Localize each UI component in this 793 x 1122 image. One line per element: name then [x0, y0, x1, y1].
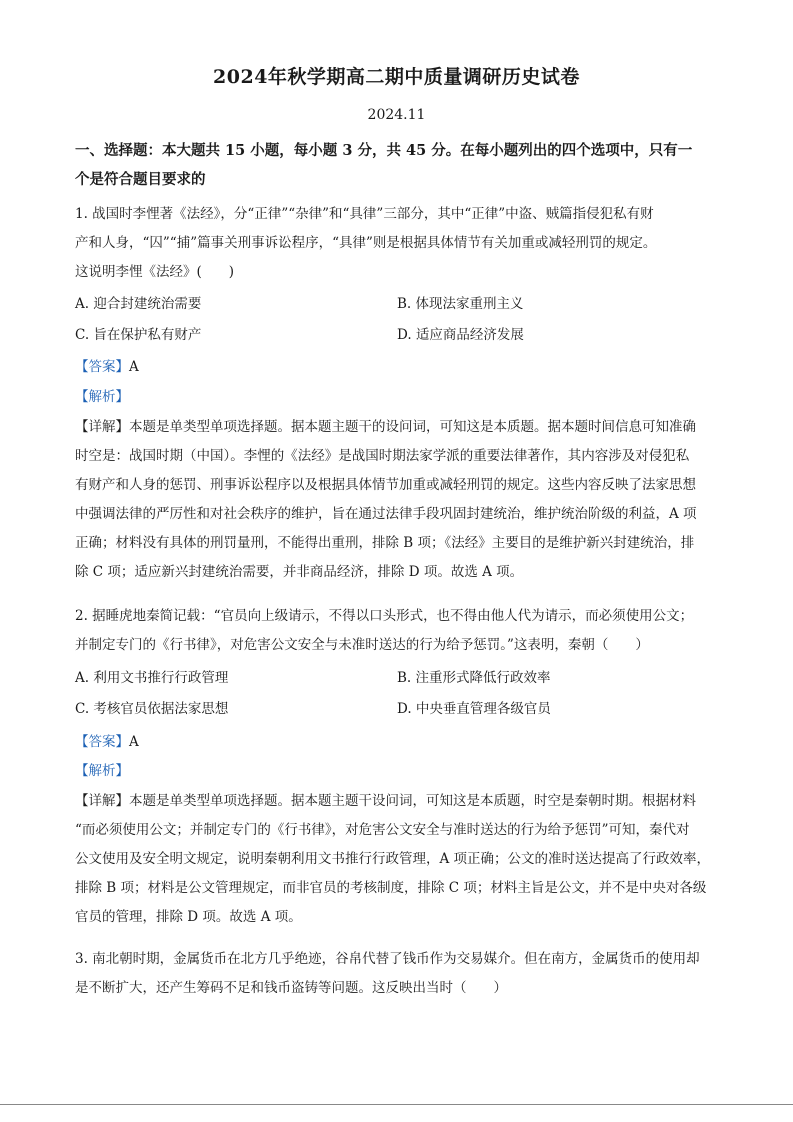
- exam-title: 2024年秋学期高二期中质量调研历史试卷: [213, 66, 580, 88]
- section-heading: [75, 136, 735, 194]
- stem-line: 产和人身，“囚”“捕”篇事关刑事诉讼程序，“具律”则是根据具体情节有关加重或减轻刑罚的规定。: [75, 235, 657, 251]
- detail-line: 【详解】本题是单类型单项选择题。据本题主题干设问词，可知这是本质题，时空是秦朝时期。根据材料: [75, 793, 696, 809]
- q1-answer: [75, 357, 139, 377]
- stem-line: 这说明李悝《法经》( ): [75, 264, 235, 280]
- stem-line: 1. 战国时李悝著《法经》，分“正律”“杂律”和“具律”三部分，其中“正律”中盗、贼篇指侵犯私有财: [75, 206, 654, 222]
- q2-answer: [75, 732, 139, 752]
- q1-option-b: B. 体现法家重刑主义: [397, 296, 524, 312]
- detail-line: 中强调法律的严厉性和对社会秩序的维护，旨在通过法律手段巩固封建统治，维护统治阶级的利益，A 项: [75, 506, 697, 522]
- question-2-stem: [75, 602, 693, 660]
- page-bottom-divider: [0, 1104, 793, 1105]
- detail-line: 【详解】本题是单类型单项选择题。据本题主题干的设问词，可知这是本质题。据本题时间信息可知准确: [75, 419, 696, 435]
- q2-option-b: B. 注重形式降低行政效率: [397, 670, 551, 686]
- q1-option-d: D. 适应商品经济发展: [397, 327, 524, 343]
- stem-line: 2. 据睡虎地秦简记载：“官员向上级请示，不得以口头形式，也不得由他人代为请示，而必须使用公文；: [75, 608, 694, 624]
- section-heading-line: 个是符合题目要求的: [75, 171, 206, 188]
- section-heading-line: 一、选择题：本大题共 15 小题，每小题 3 分，共 45 分。在每小题列出的四个选项中，只有一: [75, 142, 693, 159]
- detail-line: 有财产和人身的惩罚、刑事诉讼程序以及根据具体情节加重或减轻刑罚的规定。这些内容反映了法家思想: [75, 477, 696, 493]
- q2-option-d: D. 中央垂直管理各级官员: [397, 701, 551, 717]
- detail-line: 除 C 项；适应新兴封建统治需要，并非商品经济，排除 D 项。故选 A 项。: [75, 564, 524, 580]
- answer-value: A: [129, 734, 139, 750]
- question-2-detail: [75, 787, 710, 932]
- q2-analysis-label: [75, 761, 129, 781]
- answer-value: A: [129, 359, 139, 375]
- question-1-stem: [75, 200, 656, 287]
- exam-date: 2024.11: [367, 107, 426, 123]
- q1-option-a: A. 迎合封建统治需要: [75, 296, 202, 312]
- q1-analysis-label: [75, 387, 129, 407]
- analysis-label: 【解析】: [75, 389, 129, 405]
- stem-line: 3. 南北朝时期，金属货币在北方几乎绝迹，谷帛代替了钱币作为交易媒介。但在南方，金属货币的使用却: [75, 951, 700, 967]
- detail-line: 排除 B 项；材料是公文管理规定，而非官员的考核制度，排除 C 项；材料主旨是公文，并不是中央对各级: [75, 880, 707, 896]
- question-3-stem: [75, 945, 700, 1003]
- detail-line: 时空是：战国时期（中国）。李悝的《法经》是战国时期法家学派的重要法律著作，其内容涉及对侵犯私: [75, 448, 690, 464]
- stem-line: 并制定专门的《行书律》，对危害公文安全与未准时送达的行为给予惩罚。”这表明，秦朝（ ）: [75, 637, 649, 653]
- analysis-label: 【解析】: [75, 763, 129, 779]
- stem-line: 是不断扩大，还产生筹码不足和钱币盗铸等问题。这反映出当时（ ）: [75, 980, 507, 996]
- detail-line: 正确；材料没有具体的刑罚量刑，不能得出重刑，排除 B 项；《法经》主要目的是维护新兴封建统治，排: [75, 535, 695, 551]
- answer-label: 【答案】: [75, 734, 129, 750]
- question-1-detail: [75, 413, 697, 587]
- detail-line: 官员的管理，排除 D 项。故选 A 项。: [75, 909, 302, 925]
- answer-label: 【答案】: [75, 359, 129, 375]
- q2-option-c: C. 考核官员依据法家思想: [75, 701, 229, 717]
- detail-line: “而必须使用公文；并制定专门的《行书律》，对危害公文安全与准时送达的行为给予惩罚”可知，秦代对: [75, 822, 690, 838]
- q1-option-c: C. 旨在保护私有财产: [75, 327, 202, 343]
- detail-line: 公文使用及安全明文规定，说明秦朝利用文书推行行政管理，A 项正确；公文的准时送达提高了行政效率，: [75, 851, 711, 867]
- q2-option-a: A. 利用文书推行行政管理: [75, 670, 229, 686]
